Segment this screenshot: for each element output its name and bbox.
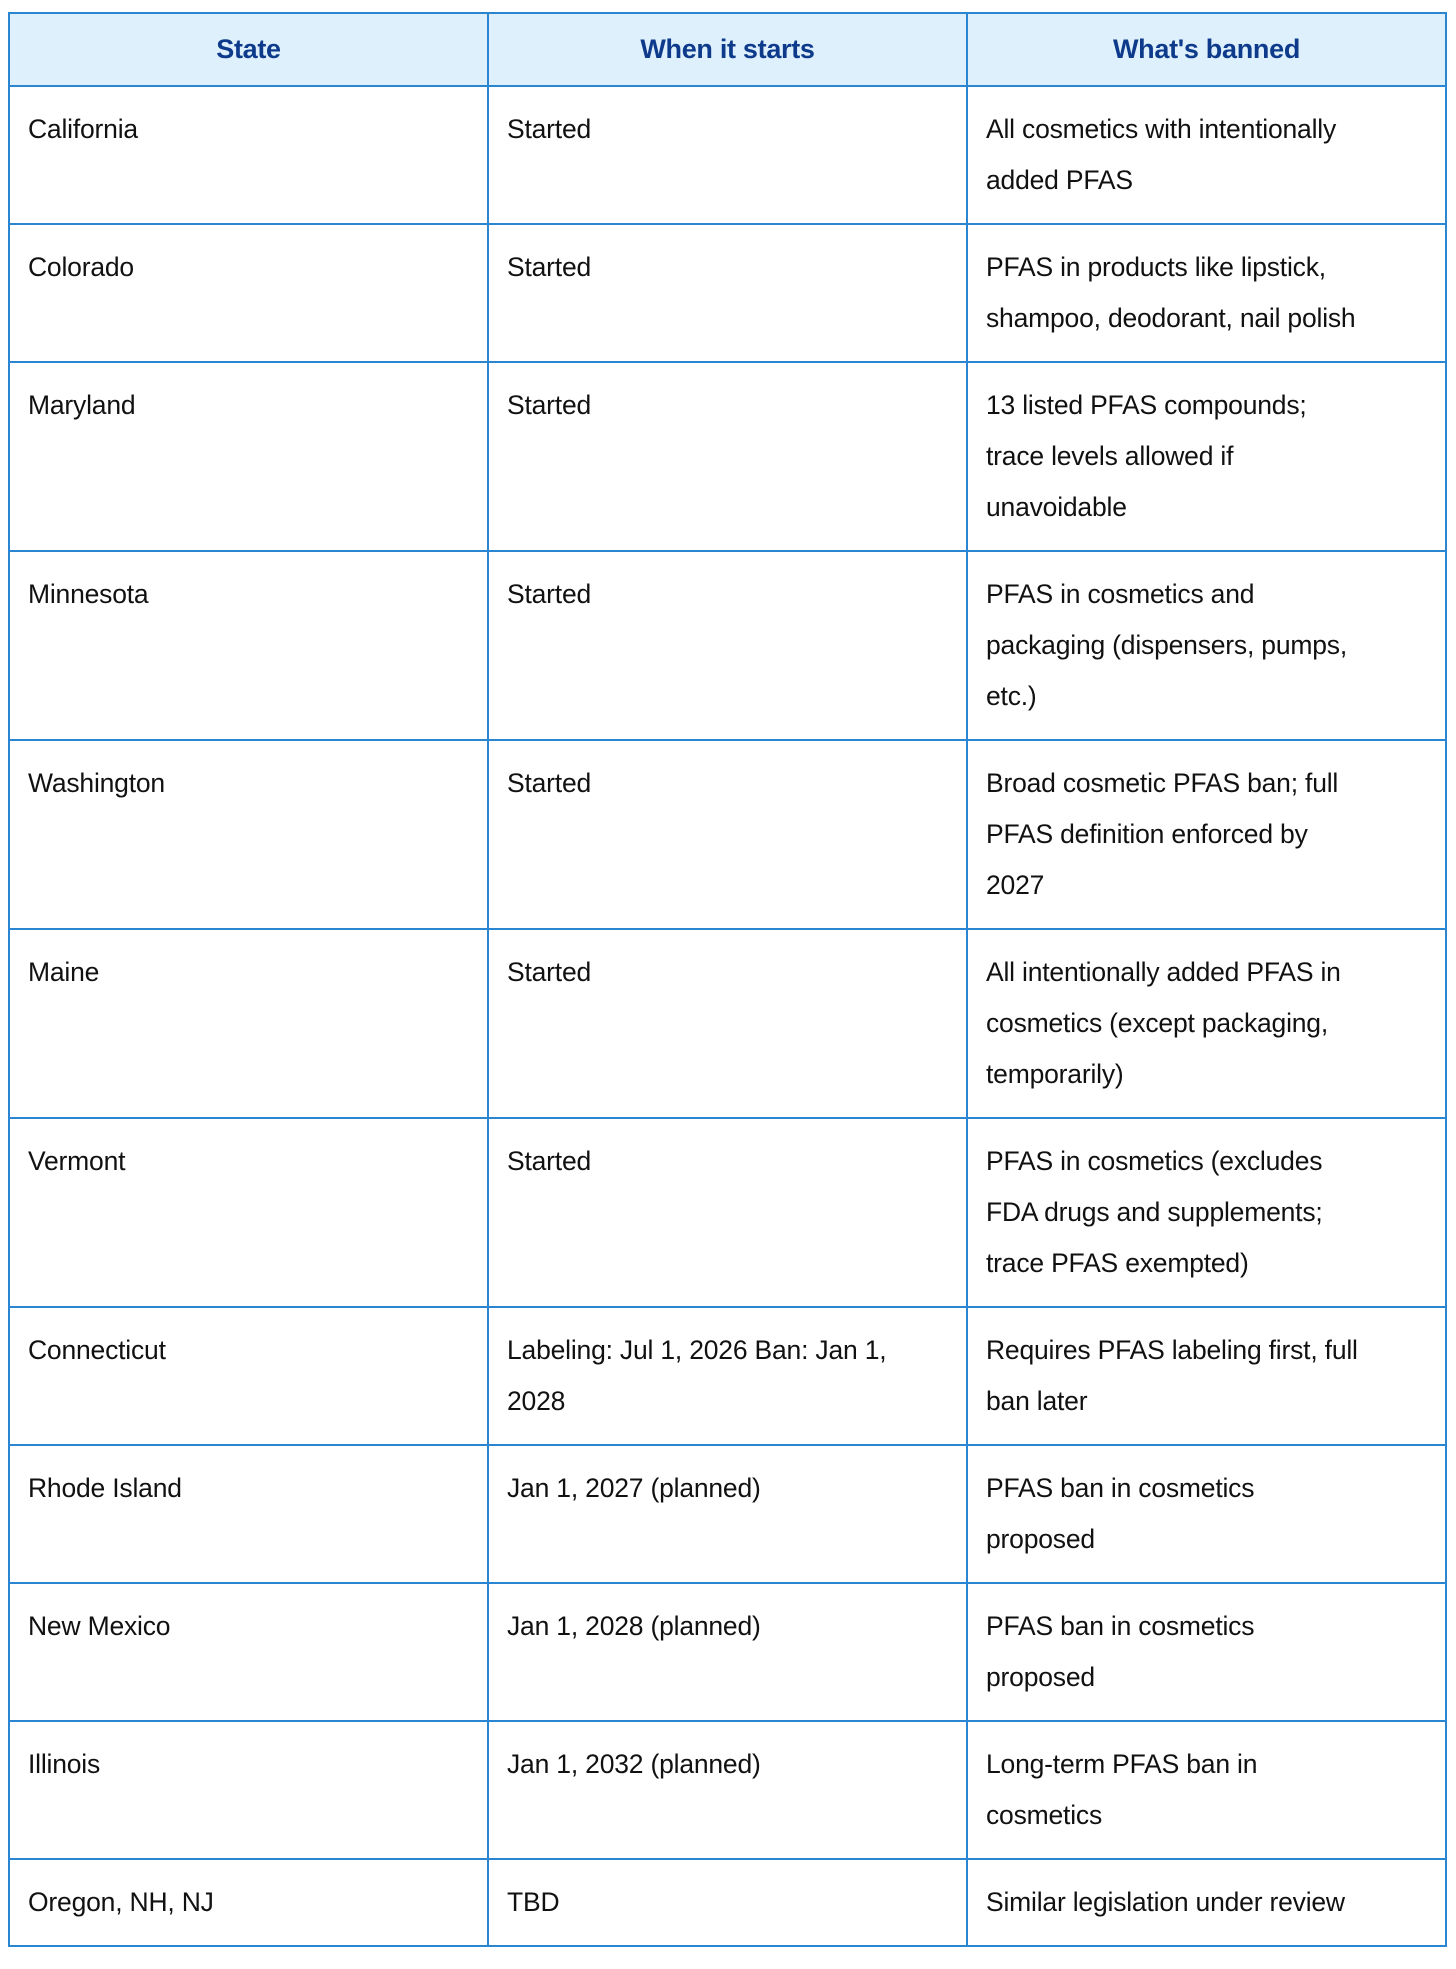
cell-whats-banned-text-line: cosmetics	[986, 1800, 1103, 1830]
cell-whats-banned-text-line: added PFAS	[986, 165, 1133, 195]
cell-whats-banned	[967, 740, 1446, 929]
cell-state-text-line: Oregon, NH, NJ	[28, 1887, 214, 1917]
cell-whats-banned-text-line: proposed	[986, 1662, 1095, 1692]
cell-whats-banned-text-line: shampoo, deodorant, nail polish	[986, 303, 1356, 333]
cell-whats-banned	[967, 362, 1446, 551]
cell-whats-banned-text-line: Similar legislation under review	[986, 1887, 1345, 1917]
cell-state	[9, 1118, 488, 1307]
column-header-state: State	[9, 13, 488, 86]
cell-when-it-starts-text-line: Started	[507, 768, 592, 798]
cell-whats-banned-text-line: ban later	[986, 1386, 1088, 1416]
cell-state	[9, 1583, 488, 1721]
cell-whats-banned	[967, 551, 1446, 740]
cell-whats-banned-text-line: PFAS ban in cosmetics	[986, 1473, 1255, 1503]
table-row	[9, 1721, 1446, 1859]
cell-state	[9, 551, 488, 740]
cell-state-text-line: Rhode Island	[28, 1473, 182, 1503]
cell-state	[9, 1859, 488, 1946]
cell-state	[9, 86, 488, 224]
column-header-whats-banned: What's banned	[967, 13, 1446, 86]
cell-when-it-starts	[488, 740, 967, 929]
cell-whats-banned-text-line: 2027	[986, 870, 1045, 900]
table-row	[9, 86, 1446, 224]
cell-when-it-starts	[488, 1859, 967, 1946]
cell-when-it-starts	[488, 1721, 967, 1859]
cell-state	[9, 929, 488, 1118]
cell-when-it-starts-text-line: Jan 1, 2028 (planned)	[507, 1611, 761, 1641]
cell-whats-banned-text-line: cosmetics (except packaging,	[986, 1008, 1329, 1038]
cell-state-text-line: Vermont	[28, 1146, 126, 1176]
cell-whats-banned	[967, 1118, 1446, 1307]
table-row	[9, 1583, 1446, 1721]
cell-when-it-starts	[488, 551, 967, 740]
cell-when-it-starts	[488, 86, 967, 224]
cell-when-it-starts-text-line: Labeling: Jul 1, 2026 Ban: Jan 1,	[507, 1335, 887, 1365]
cell-whats-banned-text-line: FDA drugs and supplements;	[986, 1197, 1323, 1227]
cell-whats-banned-text-line: All intentionally added PFAS in	[986, 957, 1341, 987]
cell-when-it-starts-text-line: Started	[507, 1146, 592, 1176]
cell-whats-banned-text-line: PFAS ban in cosmetics	[986, 1611, 1255, 1641]
cell-whats-banned-text-line: Requires PFAS labeling first, full	[986, 1335, 1358, 1365]
cell-when-it-starts	[488, 224, 967, 362]
cell-state	[9, 362, 488, 551]
table-row	[9, 1118, 1446, 1307]
cell-whats-banned-text-line: unavoidable	[986, 492, 1127, 522]
cell-whats-banned-text-line: PFAS in cosmetics and	[986, 579, 1255, 609]
table-row	[9, 929, 1446, 1118]
cell-state	[9, 1721, 488, 1859]
table-row	[9, 551, 1446, 740]
cell-whats-banned	[967, 1307, 1446, 1445]
cell-whats-banned-text-line: trace PFAS exempted)	[986, 1248, 1249, 1278]
table-row	[9, 362, 1446, 551]
pfas-state-table	[8, 12, 1447, 1947]
cell-whats-banned	[967, 224, 1446, 362]
cell-whats-banned-text-line: PFAS definition enforced by	[986, 819, 1308, 849]
cell-whats-banned-text-line: PFAS in cosmetics (excludes	[986, 1146, 1323, 1176]
cell-state-text-line: Maine	[28, 957, 100, 987]
cell-when-it-starts-text-line: TBD	[507, 1887, 560, 1917]
column-header-when-it-starts: When it starts	[488, 13, 967, 86]
cell-state-text-line: Connecticut	[28, 1335, 166, 1365]
table-row	[9, 740, 1446, 929]
cell-state-text-line: California	[28, 114, 138, 144]
cell-when-it-starts-text-line: Started	[507, 579, 592, 609]
cell-state-text-line: Minnesota	[28, 579, 149, 609]
cell-when-it-starts-text-line: Started	[507, 252, 592, 282]
cell-when-it-starts	[488, 929, 967, 1118]
cell-when-it-starts-text-line: 2028	[507, 1386, 566, 1416]
table-row	[9, 224, 1446, 362]
cell-whats-banned	[967, 1445, 1446, 1583]
cell-state	[9, 1445, 488, 1583]
cell-state-text-line: Washington	[28, 768, 165, 798]
cell-when-it-starts	[488, 1118, 967, 1307]
cell-whats-banned-text-line: etc.)	[986, 681, 1037, 711]
cell-when-it-starts	[488, 1307, 967, 1445]
table-row	[9, 1307, 1446, 1445]
cell-whats-banned-text-line: Broad cosmetic PFAS ban; full	[986, 768, 1339, 798]
cell-state	[9, 1307, 488, 1445]
cell-state	[9, 224, 488, 362]
table-header-row	[9, 13, 1446, 86]
cell-state-text-line: Illinois	[28, 1749, 101, 1779]
cell-whats-banned-text-line: 13 listed PFAS compounds;	[986, 390, 1307, 420]
table-row	[9, 1859, 1446, 1946]
cell-whats-banned-text-line: temporarily)	[986, 1059, 1124, 1089]
cell-whats-banned-text-line: PFAS in products like lipstick,	[986, 252, 1326, 282]
cell-when-it-starts	[488, 1445, 967, 1583]
cell-whats-banned-text-line: proposed	[986, 1524, 1095, 1554]
cell-when-it-starts-text-line: Started	[507, 957, 592, 987]
cell-whats-banned	[967, 1859, 1446, 1946]
cell-state-text-line: Colorado	[28, 252, 134, 282]
pfas-state-table-container	[8, 12, 1445, 1947]
cell-when-it-starts-text-line: Started	[507, 114, 592, 144]
cell-whats-banned	[967, 929, 1446, 1118]
cell-whats-banned-text-line: packaging (dispensers, pumps,	[986, 630, 1347, 660]
cell-whats-banned	[967, 1583, 1446, 1721]
cell-when-it-starts-text-line: Started	[507, 390, 592, 420]
cell-state-text-line: Maryland	[28, 390, 136, 420]
cell-when-it-starts-text-line: Jan 1, 2027 (planned)	[507, 1473, 761, 1503]
table-body	[9, 86, 1446, 1946]
cell-whats-banned	[967, 86, 1446, 224]
cell-whats-banned	[967, 1721, 1446, 1859]
cell-when-it-starts	[488, 1583, 967, 1721]
cell-whats-banned-text-line: Long-term PFAS ban in	[986, 1749, 1258, 1779]
cell-whats-banned-text-line: All cosmetics with intentionally	[986, 114, 1337, 144]
table-row	[9, 1445, 1446, 1583]
cell-state-text-line: New Mexico	[28, 1611, 171, 1641]
cell-whats-banned-text-line: trace levels allowed if	[986, 441, 1234, 471]
cell-when-it-starts	[488, 362, 967, 551]
cell-state	[9, 740, 488, 929]
cell-when-it-starts-text-line: Jan 1, 2032 (planned)	[507, 1749, 761, 1779]
